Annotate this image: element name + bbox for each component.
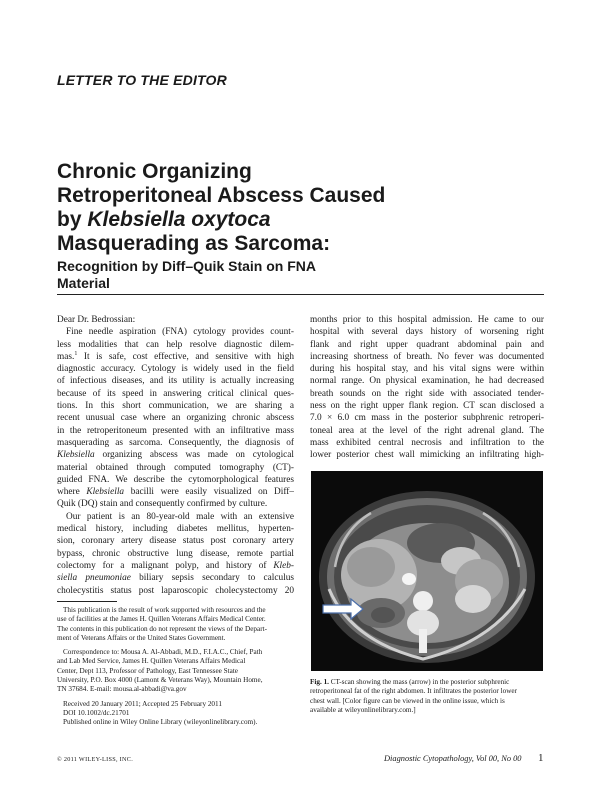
footnote-divider [57,601,117,602]
article-title [57,160,537,256]
doi[interactable]: DOI 10.1002/dc.21701 [63,708,130,717]
subtitle-line: Material [57,275,110,291]
text: mas. [57,351,75,362]
footnote-line: TN 37684. E-mail: mousa.al-abbadi@va.gov [57,685,187,694]
body-line: Quik (DQ) stain and consequently confirmed by culture. [57,499,268,510]
text: biliary sepsis secondary to calculus [139,573,294,584]
body-line: hospital with several days history of worsening right [310,327,544,338]
figure-label: Fig. 1. [310,678,329,686]
body-line: masquerading as sarcoma. Consequently, the diagnosis of [57,437,294,448]
body-line [57,449,294,461]
caption-line: available at wileyonlinelibrary.com.] [310,705,416,714]
footnote-line: ment of Veterans Affairs or the United States Government. [57,633,226,642]
page-number: 1 [538,752,544,764]
body-line [57,486,294,498]
salutation: Dear Dr. Bedrossian: [57,315,136,325]
publication-info [57,700,294,728]
body-line: months prior to this hospital admission. He came to our [310,315,544,325]
body-line: Our patient is an 80-year-old male with an extensive [66,511,294,522]
organism-name: Kleb- [273,560,294,571]
caption-line [310,678,544,687]
body-line: during his hospital stay, and his vital signs were within [310,364,544,375]
footnote-line: and Lab Med Service, James H. Quillen Veterans Affairs Medical [57,657,246,666]
caption-line: chest wall. [Color figure can be viewed in the online issue, which is [310,696,505,705]
body-line: 7.0 × 6.0 cm mass in the posterior subphrenic retroperi- [310,413,544,424]
text: colectomy for a malignant polyp, and history of [57,560,267,571]
received-date: Received 20 January 2011; Accepted 25 February 2011 [63,699,222,708]
body-line: tions. In this short communication, we are sharing a [57,401,294,412]
ct-scan-figure [311,471,543,671]
body-line: normal range. On physical examination, he had decreased [310,376,544,387]
text: where [57,487,87,498]
footnote-line: use of facilities at the James H. Quillen Veterans Affairs Medical Center. [57,615,266,624]
section-label: LETTER TO THE EDITOR [57,72,227,88]
footnote-line: Correspondence to: Mousa A. Al-Abbadi, M.D., F.I.A.C., Chief, Path [63,648,263,657]
organism-name: Klebsiella oxytoca [87,208,271,231]
body-line: medical history, including diabetes mellitus, hyperten- [57,524,294,535]
title-prefix: by [57,208,88,231]
reference-marker[interactable]: 1 [74,350,78,357]
footnote-line: The contents in this publication do not represent the views of the Depart- [57,624,267,633]
body-column-left [57,314,294,597]
body-line [57,560,294,572]
footnote-line: This publication is the result of work supported with resources and the [63,606,266,614]
article-subtitle [57,258,457,292]
copyright: © 2011 WILEY-LISS, INC. [57,756,134,763]
organism-name: Klebsiella [57,450,95,461]
title-line: Retroperitoneal Abscess Caused [57,184,386,207]
body-line: flank and right upper quadrant abdominal pain and [310,339,544,350]
body-line [57,351,294,363]
body-line: guided FNA. We describe the cytomorphological features [57,474,294,485]
body-line: cholecystitis status post laparoscopic cholecystectomy 20 [57,585,294,596]
body-line: of infectious diseases, and its utility is actually increasing [57,376,294,387]
body-line: material obtained through computed tomography (CT)- [57,462,294,473]
body-line: diagnostic accuracy. Cytology is widely used in the field [57,364,294,375]
footnote-line: University, P.O. Box 4000 (Lamont & Veterans Way), Mountain Home, [57,676,263,685]
correspondence-note [57,648,294,694]
body-line: in the retroperitoneum presented with an infiltrative mass [57,425,294,436]
organism-name: Klebsiella [86,487,125,498]
footnote-line: Center, Dept 113, Professor of Pathology, East Tennessee State [57,666,238,675]
body-line: toneal area at the level of the right adrenal gland. The [310,425,544,436]
text: It is safe, cost effective, and sensitive with high [83,351,294,362]
body-line: because of its speed in answering critical clinical ques- [57,388,294,399]
title-line: Masquerading as Sarcoma: [57,232,331,255]
footnotes [57,606,294,728]
subtitle-line: Recognition by Diff–Quik Stain on FNA [57,258,316,274]
body-line: less modalities that can help resolve diagnostic dilem- [57,339,294,350]
body-line: bypass, chronic obstructive lung disease, remote partial [57,548,294,559]
body-line: lower posterior chest wall mimicking an infiltrating high- [310,450,544,461]
journal-citation: Diagnostic Cytopathology, Vol 00, No 00 [384,754,522,763]
published-online: Published online in Wiley Online Library (wileyonlinelibrary.com). [63,718,258,727]
body-line: increasing shortness of breath. No fever was documented [310,351,544,362]
body-line: recent unusual case where an organizing chronic abscess [57,413,294,424]
body-column-right [310,314,544,462]
funding-note [57,606,294,643]
caption-line: retroperitoneal fat of the right abdomen. It infiltrates the posterior lower [310,687,517,696]
figure-caption [310,678,544,715]
text: organizing abscess was made on cytological [102,450,294,461]
title-line: Chronic Organizing [57,160,252,183]
ct-scan-image [311,471,543,671]
body-line: ness on the right upper flank region. CT scan disclosed a [310,401,544,412]
body-line: mass exhibited central necrosis and infiltration to the [310,437,544,448]
body-line: Fine needle aspiration (FNA) cytology provides count- [66,327,294,338]
text: CT-scan showing the mass (arrow) in the posterior subphrenic [330,678,510,686]
title-line [57,208,537,232]
organism-name: siella pneumoniae [57,573,131,584]
text: bacilli were easily visualized on Diff– [130,487,294,498]
body-line: sion, coronary artery disease status post coronary artery [57,536,294,547]
body-line [57,572,294,584]
body-line: breath sounds on the right side with associated tender- [310,388,544,399]
title-divider [57,294,544,295]
